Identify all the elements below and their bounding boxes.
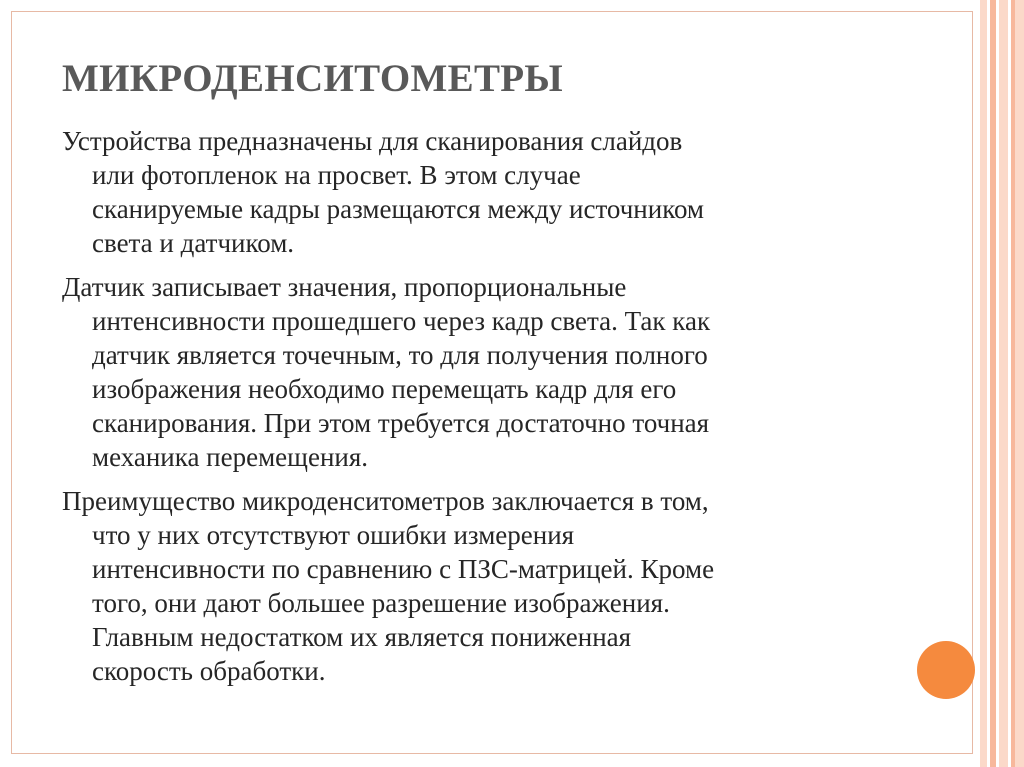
paragraph-3: Преимущество микроденситометров заключается в том, что у них отсутствуют ошибки измерения интенсивности по сравнению с ПЗС-матрицей. Кроме того, они дают большее разрешение изображения. Главным недостатком их является пониженная скорость обработки. xyxy=(62,486,715,686)
paragraph-2: Датчик записывает значения, пропорциональные интенсивности прошедшего через кадр света. Так как датчик является точечным, то для получения полного изображения необходимо перемещать кадр для его сканирования. При этом требуется достаточно точная механика перемещения. xyxy=(62,272,711,472)
stripe-1 xyxy=(980,0,987,767)
stripe-5 xyxy=(999,0,1008,767)
orange-circle-icon xyxy=(917,641,975,699)
slide-body xyxy=(62,124,942,698)
decorative-stripes xyxy=(980,0,1024,767)
stripe-8 xyxy=(1015,0,1024,767)
slide-title: МИКРОДЕНСИТОМЕТРЫ xyxy=(62,57,563,100)
paragraph-1: Устройства предназначены для сканирования слайдов или фотопленок на просвет. В этом случае сканируемые кадры размещаются между источником света и датчиком. xyxy=(62,126,705,258)
